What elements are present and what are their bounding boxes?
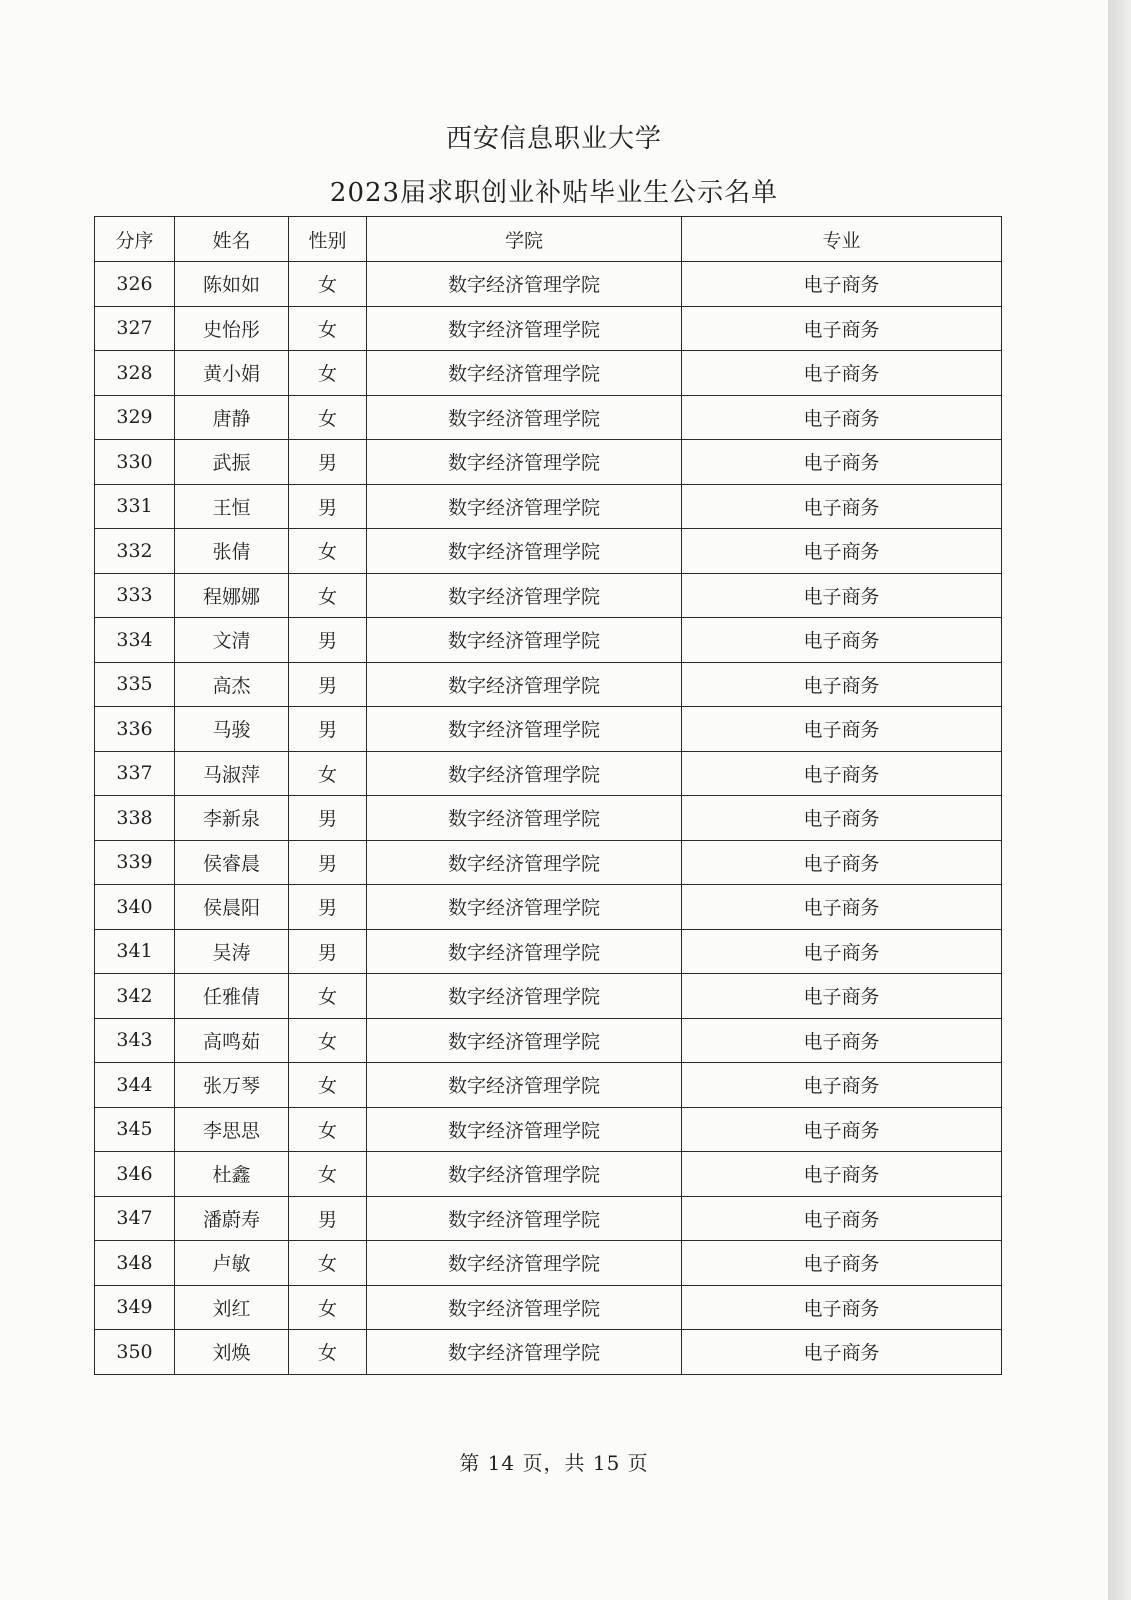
cell-college: 数字经济管理学院 [367,707,682,752]
table-row [95,1018,1002,1063]
cell-major: 电子商务 [682,484,1002,529]
cell-name: 李新泉 [175,796,289,841]
table-row [95,1196,1002,1241]
cell-gender: 女 [289,1107,367,1152]
cell-gender: 男 [289,929,367,974]
table-row [95,262,1002,307]
cell-major: 电子商务 [682,573,1002,618]
cell-major: 电子商务 [682,662,1002,707]
cell-major: 电子商务 [682,751,1002,796]
cell-number: 338 [95,796,175,841]
cell-name: 黄小娟 [175,351,289,396]
cell-name: 杜鑫 [175,1152,289,1197]
cell-gender: 女 [289,1285,367,1330]
cell-major: 电子商务 [682,929,1002,974]
cell-college: 数字经济管理学院 [367,262,682,307]
cell-major: 电子商务 [682,1018,1002,1063]
cell-major: 电子商务 [682,395,1002,440]
cell-major: 电子商务 [682,618,1002,663]
cell-gender: 男 [289,1196,367,1241]
cell-number: 348 [95,1241,175,1286]
cell-number: 336 [95,707,175,752]
cell-major: 电子商务 [682,796,1002,841]
header-row [95,217,1002,262]
cell-name: 程娜娜 [175,573,289,618]
cell-gender: 女 [289,751,367,796]
cell-number: 326 [95,262,175,307]
table-row [95,885,1002,930]
cell-major: 电子商务 [682,1241,1002,1286]
cell-major: 电子商务 [682,1107,1002,1152]
cell-gender: 男 [289,707,367,752]
cell-college: 数字经济管理学院 [367,618,682,663]
cell-college: 数字经济管理学院 [367,929,682,974]
table-row [95,707,1002,752]
cell-name: 刘焕 [175,1330,289,1375]
cell-number: 330 [95,440,175,485]
cell-gender: 男 [289,618,367,663]
cell-gender: 女 [289,1152,367,1197]
cell-name: 潘蔚寿 [175,1196,289,1241]
cell-number: 345 [95,1107,175,1152]
table-row [95,751,1002,796]
cell-major: 电子商务 [682,306,1002,351]
roster-table [94,216,1002,1375]
table-header [95,217,1002,262]
cell-number: 337 [95,751,175,796]
cell-college: 数字经济管理学院 [367,1152,682,1197]
cell-name: 马骏 [175,707,289,752]
cell-number: 342 [95,974,175,1019]
cell-college: 数字经济管理学院 [367,484,682,529]
header-cell-major: 专业 [682,217,1002,262]
cell-gender: 男 [289,440,367,485]
cell-major: 电子商务 [682,1152,1002,1197]
cell-college: 数字经济管理学院 [367,662,682,707]
cell-number: 347 [95,1196,175,1241]
table-row [95,1152,1002,1197]
cell-gender: 女 [289,351,367,396]
cell-college: 数字经济管理学院 [367,529,682,574]
cell-name: 唐静 [175,395,289,440]
cell-gender: 女 [289,1063,367,1108]
header-cell-college: 学院 [367,217,682,262]
table-row [95,929,1002,974]
table-row [95,618,1002,663]
cell-number: 328 [95,351,175,396]
table-row [95,662,1002,707]
cell-major: 电子商务 [682,440,1002,485]
cell-name: 侯晨阳 [175,885,289,930]
cell-number: 343 [95,1018,175,1063]
cell-name: 李思思 [175,1107,289,1152]
table-row [95,1241,1002,1286]
cell-name: 吴涛 [175,929,289,974]
cell-college: 数字经济管理学院 [367,1063,682,1108]
table-row [95,1330,1002,1375]
page-indicator: 第 14 页，共 15 页 [459,1451,649,1475]
cell-gender: 女 [289,1241,367,1286]
cell-gender: 女 [289,1018,367,1063]
cell-major: 电子商务 [682,1063,1002,1108]
cell-gender: 女 [289,573,367,618]
cell-gender: 女 [289,262,367,307]
table-body [95,262,1002,1375]
table-row [95,484,1002,529]
cell-major: 电子商务 [682,262,1002,307]
cell-name: 卢敏 [175,1241,289,1286]
cell-name: 陈如如 [175,262,289,307]
cell-name: 史怡彤 [175,306,289,351]
cell-college: 数字经济管理学院 [367,840,682,885]
cell-number: 335 [95,662,175,707]
cell-gender: 女 [289,395,367,440]
cell-major: 电子商务 [682,707,1002,752]
document-title: 西安信息职业大学 [445,124,662,154]
table-row [95,395,1002,440]
cell-gender: 女 [289,529,367,574]
table-row [95,1063,1002,1108]
cell-number: 340 [95,885,175,930]
table-row [95,1285,1002,1330]
table-row [95,529,1002,574]
page-edge-shadow [1108,0,1131,1600]
table-row [95,440,1002,485]
cell-college: 数字经济管理学院 [367,1241,682,1286]
cell-gender: 男 [289,885,367,930]
cell-number: 339 [95,840,175,885]
cell-college: 数字经济管理学院 [367,573,682,618]
table-row [95,573,1002,618]
cell-major: 电子商务 [682,1196,1002,1241]
cell-college: 数字经济管理学院 [367,351,682,396]
cell-name: 文清 [175,618,289,663]
cell-college: 数字经济管理学院 [367,1285,682,1330]
cell-major: 电子商务 [682,974,1002,1019]
cell-college: 数字经济管理学院 [367,796,682,841]
cell-name: 马淑萍 [175,751,289,796]
cell-gender: 女 [289,1330,367,1375]
cell-major: 电子商务 [682,351,1002,396]
cell-number: 329 [95,395,175,440]
cell-number: 327 [95,306,175,351]
table-row [95,1107,1002,1152]
cell-major: 电子商务 [682,1285,1002,1330]
cell-number: 346 [95,1152,175,1197]
cell-major: 电子商务 [682,840,1002,885]
cell-name: 张倩 [175,529,289,574]
table-row [95,351,1002,396]
table-row [95,306,1002,351]
cell-college: 数字经济管理学院 [367,1196,682,1241]
cell-college: 数字经济管理学院 [367,974,682,1019]
header-cell-name: 姓名 [175,217,289,262]
cell-gender: 男 [289,840,367,885]
cell-major: 电子商务 [682,1330,1002,1375]
cell-name: 侯睿晨 [175,840,289,885]
cell-number: 332 [95,529,175,574]
cell-name: 高鸣茹 [175,1018,289,1063]
cell-number: 344 [95,1063,175,1108]
cell-number: 341 [95,929,175,974]
document-subtitle: 2023届求职创业补贴毕业生公示名单 [329,178,779,208]
cell-number: 331 [95,484,175,529]
cell-name: 高杰 [175,662,289,707]
cell-gender: 女 [289,974,367,1019]
cell-college: 数字经济管理学院 [367,1107,682,1152]
cell-college: 数字经济管理学院 [367,1018,682,1063]
cell-name: 张万琴 [175,1063,289,1108]
cell-major: 电子商务 [682,885,1002,930]
cell-college: 数字经济管理学院 [367,440,682,485]
header-cell-gender: 性别 [289,217,367,262]
cell-name: 刘红 [175,1285,289,1330]
cell-gender: 男 [289,662,367,707]
cell-number: 333 [95,573,175,618]
cell-number: 350 [95,1330,175,1375]
cell-college: 数字经济管理学院 [367,1330,682,1375]
table-row [95,974,1002,1019]
table-row [95,840,1002,885]
cell-major: 电子商务 [682,529,1002,574]
cell-college: 数字经济管理学院 [367,395,682,440]
cell-name: 王恒 [175,484,289,529]
header-cell-number: 分序 [95,217,175,262]
cell-gender: 女 [289,306,367,351]
cell-number: 334 [95,618,175,663]
cell-college: 数字经济管理学院 [367,306,682,351]
cell-college: 数字经济管理学院 [367,751,682,796]
cell-name: 武振 [175,440,289,485]
cell-gender: 男 [289,796,367,841]
cell-number: 349 [95,1285,175,1330]
cell-name: 任雅倩 [175,974,289,1019]
cell-gender: 男 [289,484,367,529]
cell-college: 数字经济管理学院 [367,885,682,930]
table-row [95,796,1002,841]
